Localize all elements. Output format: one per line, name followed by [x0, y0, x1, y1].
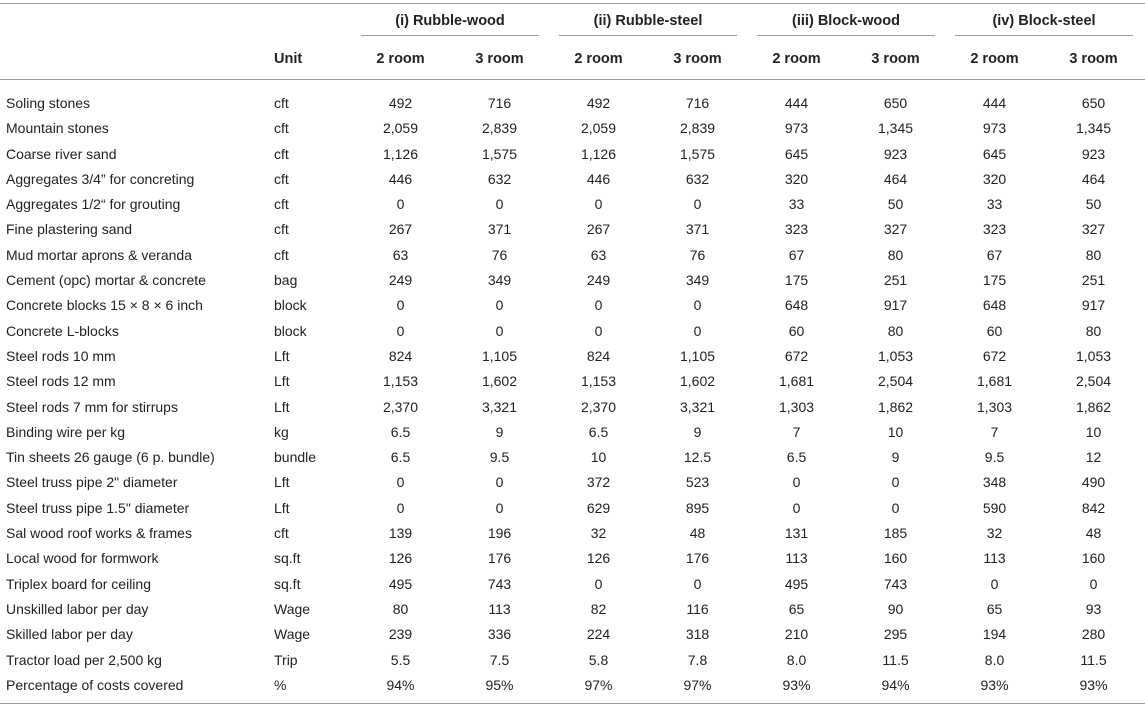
group-header: (ii) Rubble-steel — [549, 8, 747, 40]
table-cell: 97% — [584, 676, 613, 693]
row-label: Binding wire per kg — [6, 423, 126, 440]
row-label: Unskilled labor per day — [6, 600, 149, 617]
table-cell: 50 — [1085, 196, 1102, 213]
row-label: Concrete blocks 15 × 8 × 6 inch — [6, 297, 203, 314]
table-cell: 371 — [685, 221, 710, 238]
table-cell: 0 — [693, 297, 702, 314]
table-cell: 60 — [788, 322, 805, 339]
table-cell: 113 — [983, 550, 1006, 567]
table-cell: 1,126 — [580, 145, 617, 162]
table-cell: 33 — [986, 196, 1003, 213]
table-cell: 10 — [590, 449, 607, 466]
table-cell: 320 — [784, 170, 809, 187]
table-cell: 6.5 — [390, 449, 411, 466]
bottom-rule — [0, 703, 1145, 704]
row-label: Tractor load per 2,500 kg — [6, 651, 162, 668]
table-cell: 8.0 — [786, 651, 807, 668]
table-cell: 824 — [388, 347, 413, 364]
table-cell: 10 — [887, 423, 904, 440]
table-cell: 917 — [1081, 297, 1106, 314]
table-cell: 629 — [586, 499, 611, 516]
row-label: Steel truss pipe 2" diameter — [6, 474, 178, 491]
row-label: Coarse river sand — [6, 145, 117, 162]
table-cell: 0 — [792, 499, 801, 516]
table-cell: 65 — [788, 600, 805, 617]
row-unit: % — [274, 676, 287, 693]
table-row — [0, 142, 1143, 167]
table-body — [0, 78, 1143, 698]
row-label: Mountain stones — [6, 120, 109, 137]
table-cell: 973 — [784, 120, 809, 137]
table-row — [0, 648, 1143, 673]
table-cell: 743 — [487, 575, 512, 592]
row-unit: cft — [274, 170, 289, 187]
table-cell: 9.5 — [489, 449, 510, 466]
table-cell: 444 — [982, 95, 1007, 111]
subcolumn-header: 3 room — [475, 51, 524, 67]
row-label: Fine plastering sand — [6, 221, 133, 238]
table-cell: 917 — [883, 297, 908, 314]
table-cell: 224 — [586, 626, 611, 643]
row-label: Steel truss pipe 1.5" diameter — [6, 499, 190, 516]
table-cell: 1,053 — [1075, 347, 1112, 364]
table-row — [0, 496, 1143, 521]
table-cell: 464 — [1081, 170, 1106, 187]
table-cell: 90 — [887, 600, 904, 617]
table-cell: 824 — [586, 347, 611, 364]
row-unit: cft — [274, 120, 289, 137]
table-cell: 2,059 — [382, 120, 419, 137]
row-label: Sal wood roof works & frames — [6, 525, 192, 542]
table-cell: 349 — [685, 272, 710, 289]
table-cell: 131 — [784, 525, 809, 542]
table-cell: 0 — [594, 322, 603, 339]
row-label: Concrete L-blocks — [6, 322, 119, 339]
group-header: (iii) Block-wood — [747, 8, 945, 40]
table-cell: 0 — [396, 474, 405, 491]
group-header: (i) Rubble-wood — [351, 8, 549, 40]
table-cell: 8.0 — [984, 651, 1005, 668]
table-cell: 9 — [891, 449, 900, 466]
table-cell: 93% — [980, 676, 1009, 693]
table-cell: 175 — [982, 272, 1007, 289]
table-cell: 1,862 — [877, 398, 914, 415]
table-cell: 80 — [392, 600, 409, 617]
row-label: Cement (opc) mortar & concrete — [6, 272, 206, 289]
table-cell: 32 — [590, 525, 607, 542]
table-cell: 372 — [586, 474, 611, 491]
table-cell: 175 — [784, 272, 809, 289]
row-unit: cft — [274, 196, 289, 213]
table-cell: 93% — [782, 676, 811, 693]
row-label: Aggregates 3/4” for concreting — [6, 170, 195, 187]
table-cell: 249 — [586, 272, 611, 289]
table-cell: 0 — [495, 297, 504, 314]
table-cell: 1,153 — [382, 373, 419, 390]
row-unit: Lft — [274, 499, 290, 516]
subcolumn-header: 3 room — [1069, 51, 1118, 67]
table-cell: 0 — [1089, 575, 1098, 592]
row-label: Steel rods 12 mm — [6, 373, 116, 390]
row-unit: block — [274, 322, 307, 339]
table-cell: 33 — [788, 196, 805, 213]
table-cell: 672 — [784, 347, 809, 364]
table-cell: 11.5 — [882, 651, 909, 668]
table-cell: 632 — [487, 170, 512, 187]
table-cell: 327 — [1081, 221, 1106, 238]
table-cell: 95% — [485, 676, 514, 693]
table-row — [0, 293, 1143, 318]
table-cell: 176 — [685, 550, 710, 567]
table-cell: 94% — [881, 676, 910, 693]
subcolumn-header: 3 room — [673, 51, 722, 67]
row-unit: Lft — [274, 347, 290, 364]
table-cell: 194 — [982, 626, 1007, 643]
subcolumn-header: 2 room — [376, 51, 425, 67]
table-cell: 239 — [388, 626, 413, 643]
table-row — [0, 319, 1143, 344]
table-cell: 196 — [487, 525, 512, 542]
table-cell: 743 — [883, 575, 908, 592]
table-cell: 267 — [388, 221, 413, 238]
table-cell: 1,126 — [382, 145, 419, 162]
table-cell: 446 — [586, 170, 611, 187]
table-cell: 82 — [590, 600, 607, 617]
table-cell: 590 — [982, 499, 1007, 516]
table-cell: 2,839 — [481, 120, 518, 137]
table-cell: 1,153 — [580, 373, 617, 390]
table-cell: 210 — [784, 626, 809, 643]
table-cell: 5.8 — [588, 651, 609, 668]
table-cell: 923 — [883, 145, 908, 162]
table-cell: 126 — [388, 550, 413, 567]
table-cell: 0 — [792, 474, 801, 491]
table-cell: 716 — [487, 95, 512, 111]
table-row — [0, 217, 1143, 242]
table-row — [0, 597, 1143, 622]
table-cell: 80 — [887, 246, 904, 263]
table-cell: 0 — [990, 575, 999, 592]
table-cell: 126 — [586, 550, 611, 567]
table-cell: 0 — [495, 499, 504, 516]
table-cell: 2,504 — [1075, 373, 1112, 390]
subcolumn-header: 2 room — [772, 51, 821, 67]
table-cell: 2,059 — [580, 120, 617, 137]
row-unit: bag — [274, 272, 298, 289]
table-cell: 1,862 — [1075, 398, 1112, 415]
group-header: (iv) Block-steel — [945, 8, 1143, 40]
table-cell: 2,839 — [679, 120, 716, 137]
table-cell: 97% — [683, 676, 712, 693]
table-cell: 632 — [685, 170, 710, 187]
table-row — [0, 622, 1143, 647]
table-row — [0, 116, 1143, 141]
table-cell: 495 — [388, 575, 413, 592]
table-cell: 80 — [887, 322, 904, 339]
row-unit: cft — [274, 145, 289, 162]
table-cell: 11.5 — [1080, 651, 1107, 668]
table-cell: 320 — [982, 170, 1007, 187]
table-cell: 12.5 — [683, 449, 712, 466]
table-cell: 6.5 — [390, 423, 411, 440]
table-row — [0, 521, 1143, 546]
table-cell: 48 — [689, 525, 706, 542]
table-cell: 0 — [594, 575, 603, 592]
table-cell: 116 — [686, 600, 709, 617]
table-cell: 251 — [1081, 272, 1106, 289]
table-cell: 842 — [1081, 499, 1106, 516]
subcolumn-header: 3 room — [871, 51, 920, 67]
table-cell: 80 — [1085, 322, 1102, 339]
row-unit: cft — [274, 95, 289, 111]
table-cell: 327 — [883, 221, 908, 238]
table-cell: 251 — [883, 272, 908, 289]
table-cell: 648 — [784, 297, 809, 314]
table-cell: 76 — [689, 246, 706, 263]
row-label: Steel rods 10 mm — [6, 347, 116, 364]
row-unit: cft — [274, 221, 289, 238]
table-cell: 176 — [487, 550, 512, 567]
table-cell: 160 — [883, 550, 908, 567]
row-label: Mud mortar aprons & veranda — [6, 246, 192, 263]
row-unit: kg — [274, 423, 289, 440]
table-row — [0, 572, 1143, 597]
table-cell: 492 — [388, 95, 413, 111]
row-unit: cft — [274, 246, 289, 263]
table-row — [0, 91, 1143, 116]
table-cell: 0 — [594, 297, 603, 314]
row-label: Triplex board for ceiling — [6, 575, 151, 592]
table-cell: 446 — [388, 170, 413, 187]
table-cell: 1,575 — [679, 145, 716, 162]
table-cell: 0 — [693, 575, 702, 592]
table-row — [0, 420, 1143, 445]
table-cell: 0 — [396, 297, 405, 314]
subcolumn-header: 2 room — [574, 51, 623, 67]
row-unit: Wage — [274, 600, 311, 617]
table-cell: 63 — [590, 246, 607, 263]
row-unit: cft — [274, 525, 289, 542]
table-cell: 10 — [1085, 423, 1102, 440]
table-cell: 371 — [487, 221, 512, 238]
table-cell: 7.8 — [687, 651, 708, 668]
row-unit: Lft — [274, 474, 290, 491]
table-cell: 0 — [594, 196, 603, 213]
row-label: Aggregates 1/2“ for grouting — [6, 196, 181, 213]
table-row — [0, 445, 1143, 470]
table-cell: 973 — [982, 120, 1007, 137]
table-cell: 490 — [1081, 474, 1106, 491]
table-cell: 0 — [495, 322, 504, 339]
table-row — [0, 546, 1143, 571]
table-row — [0, 192, 1143, 217]
table-cell: 1,575 — [481, 145, 518, 162]
table-cell: 63 — [392, 246, 409, 263]
row-label: Tin sheets 26 gauge (6 p. bundle) — [6, 449, 215, 466]
table-cell: 1,602 — [679, 373, 716, 390]
table-cell: 645 — [982, 145, 1007, 162]
table-cell: 93% — [1079, 676, 1108, 693]
table-cell: 348 — [982, 474, 1007, 491]
subcolumn-header: 2 room — [970, 51, 1019, 67]
table-row — [0, 243, 1143, 268]
table-cell: 0 — [495, 196, 504, 213]
table-cell: 5.5 — [390, 651, 411, 668]
table-cell: 280 — [1081, 626, 1106, 643]
table-cell: 1,105 — [481, 347, 518, 364]
table-cell: 495 — [784, 575, 809, 592]
table-cell: 1,303 — [976, 398, 1013, 415]
row-unit: Trip — [274, 651, 298, 668]
table-cell: 48 — [1085, 525, 1102, 542]
table-cell: 3,321 — [481, 398, 518, 415]
table-cell: 464 — [883, 170, 908, 187]
table-cell: 1,345 — [877, 120, 914, 137]
table-cell: 7.5 — [489, 651, 510, 668]
table-cell: 0 — [495, 474, 504, 491]
table-cell: 6.5 — [588, 423, 609, 440]
row-unit: Lft — [274, 398, 290, 415]
table-cell: 60 — [986, 322, 1003, 339]
top-rule — [0, 3, 1145, 4]
row-unit: bundle — [274, 449, 317, 466]
table-cell: 113 — [488, 600, 511, 617]
row-label: Steel rods 7 mm for stirrups — [6, 398, 178, 415]
table-cell: 444 — [784, 95, 809, 111]
table-cell: 672 — [982, 347, 1007, 364]
table-cell: 349 — [487, 272, 512, 289]
table-cell: 336 — [487, 626, 512, 643]
table-cell: 923 — [1081, 145, 1106, 162]
table-cell: 7 — [990, 423, 999, 440]
table-cell: 0 — [891, 499, 900, 516]
table-cell: 1,105 — [679, 347, 716, 364]
row-unit: Lft — [274, 373, 290, 390]
table-cell: 2,370 — [382, 398, 419, 415]
table-cell: 185 — [883, 525, 908, 542]
row-label: Local wood for formwork — [6, 550, 159, 567]
table-cell: 318 — [685, 626, 710, 643]
table-cell: 65 — [986, 600, 1003, 617]
table-cell: 650 — [883, 95, 908, 111]
table-cell: 67 — [788, 246, 805, 263]
table-cell: 0 — [396, 322, 405, 339]
table-cell: 3,321 — [679, 398, 716, 415]
row-unit: Wage — [274, 626, 311, 643]
table-cell: 2,370 — [580, 398, 617, 415]
table-cell: 94% — [386, 676, 415, 693]
table-cell: 1,303 — [778, 398, 815, 415]
table-header — [0, 8, 1143, 78]
materials-table — [0, 8, 1143, 698]
table-row — [0, 167, 1143, 192]
table-cell: 80 — [1085, 246, 1102, 263]
table-cell: 650 — [1081, 95, 1106, 111]
table-cell: 323 — [982, 221, 1007, 238]
table-cell: 50 — [887, 196, 904, 213]
table-row — [0, 268, 1143, 293]
table-cell: 0 — [396, 196, 405, 213]
table-cell: 139 — [388, 525, 413, 542]
table-cell: 0 — [693, 322, 702, 339]
table-cell: 895 — [685, 499, 710, 516]
table-row — [0, 395, 1143, 420]
table-cell: 76 — [491, 246, 508, 263]
row-label: Skilled labor per day — [6, 626, 133, 643]
table-cell: 492 — [586, 95, 611, 111]
table-cell: 1,681 — [976, 373, 1013, 390]
table-cell: 2,504 — [877, 373, 914, 390]
table-cell: 113 — [785, 550, 808, 567]
table-cell: 1,602 — [481, 373, 518, 390]
table-cell: 648 — [982, 297, 1007, 314]
row-label: Percentage of costs covered — [6, 676, 184, 693]
table-cell: 523 — [685, 474, 710, 491]
table-cell: 645 — [784, 145, 809, 162]
table-cell: 32 — [986, 525, 1003, 542]
table-cell: 0 — [396, 499, 405, 516]
table-cell: 93 — [1085, 600, 1102, 617]
table-cell: 9 — [495, 423, 504, 440]
table-row — [0, 673, 1143, 698]
table-cell: 0 — [891, 474, 900, 491]
table-row — [0, 369, 1143, 394]
table-cell: 295 — [883, 626, 908, 643]
table-cell: 9 — [693, 423, 702, 440]
table-row — [0, 344, 1143, 369]
table-cell: 323 — [784, 221, 809, 238]
table-cell: 7 — [792, 423, 801, 440]
table-row — [0, 470, 1143, 495]
row-unit: block — [274, 297, 307, 314]
unit-column-header: Unit — [274, 51, 303, 67]
row-unit: sq.ft — [274, 575, 301, 592]
table-cell: 0 — [693, 196, 702, 213]
table-cell: 9.5 — [984, 449, 1005, 466]
table-cell: 267 — [586, 221, 611, 238]
table-cell: 12 — [1085, 449, 1102, 466]
table-cell: 67 — [986, 246, 1003, 263]
row-label: Soling stones — [6, 95, 91, 111]
table-cell: 160 — [1081, 550, 1106, 567]
table-cell: 1,681 — [778, 373, 815, 390]
table-cell: 6.5 — [786, 449, 807, 466]
table-cell: 716 — [685, 95, 710, 111]
row-unit: sq.ft — [274, 550, 301, 567]
table-cell: 1,053 — [877, 347, 914, 364]
table-cell: 249 — [388, 272, 413, 289]
table-cell: 1,345 — [1075, 120, 1112, 137]
